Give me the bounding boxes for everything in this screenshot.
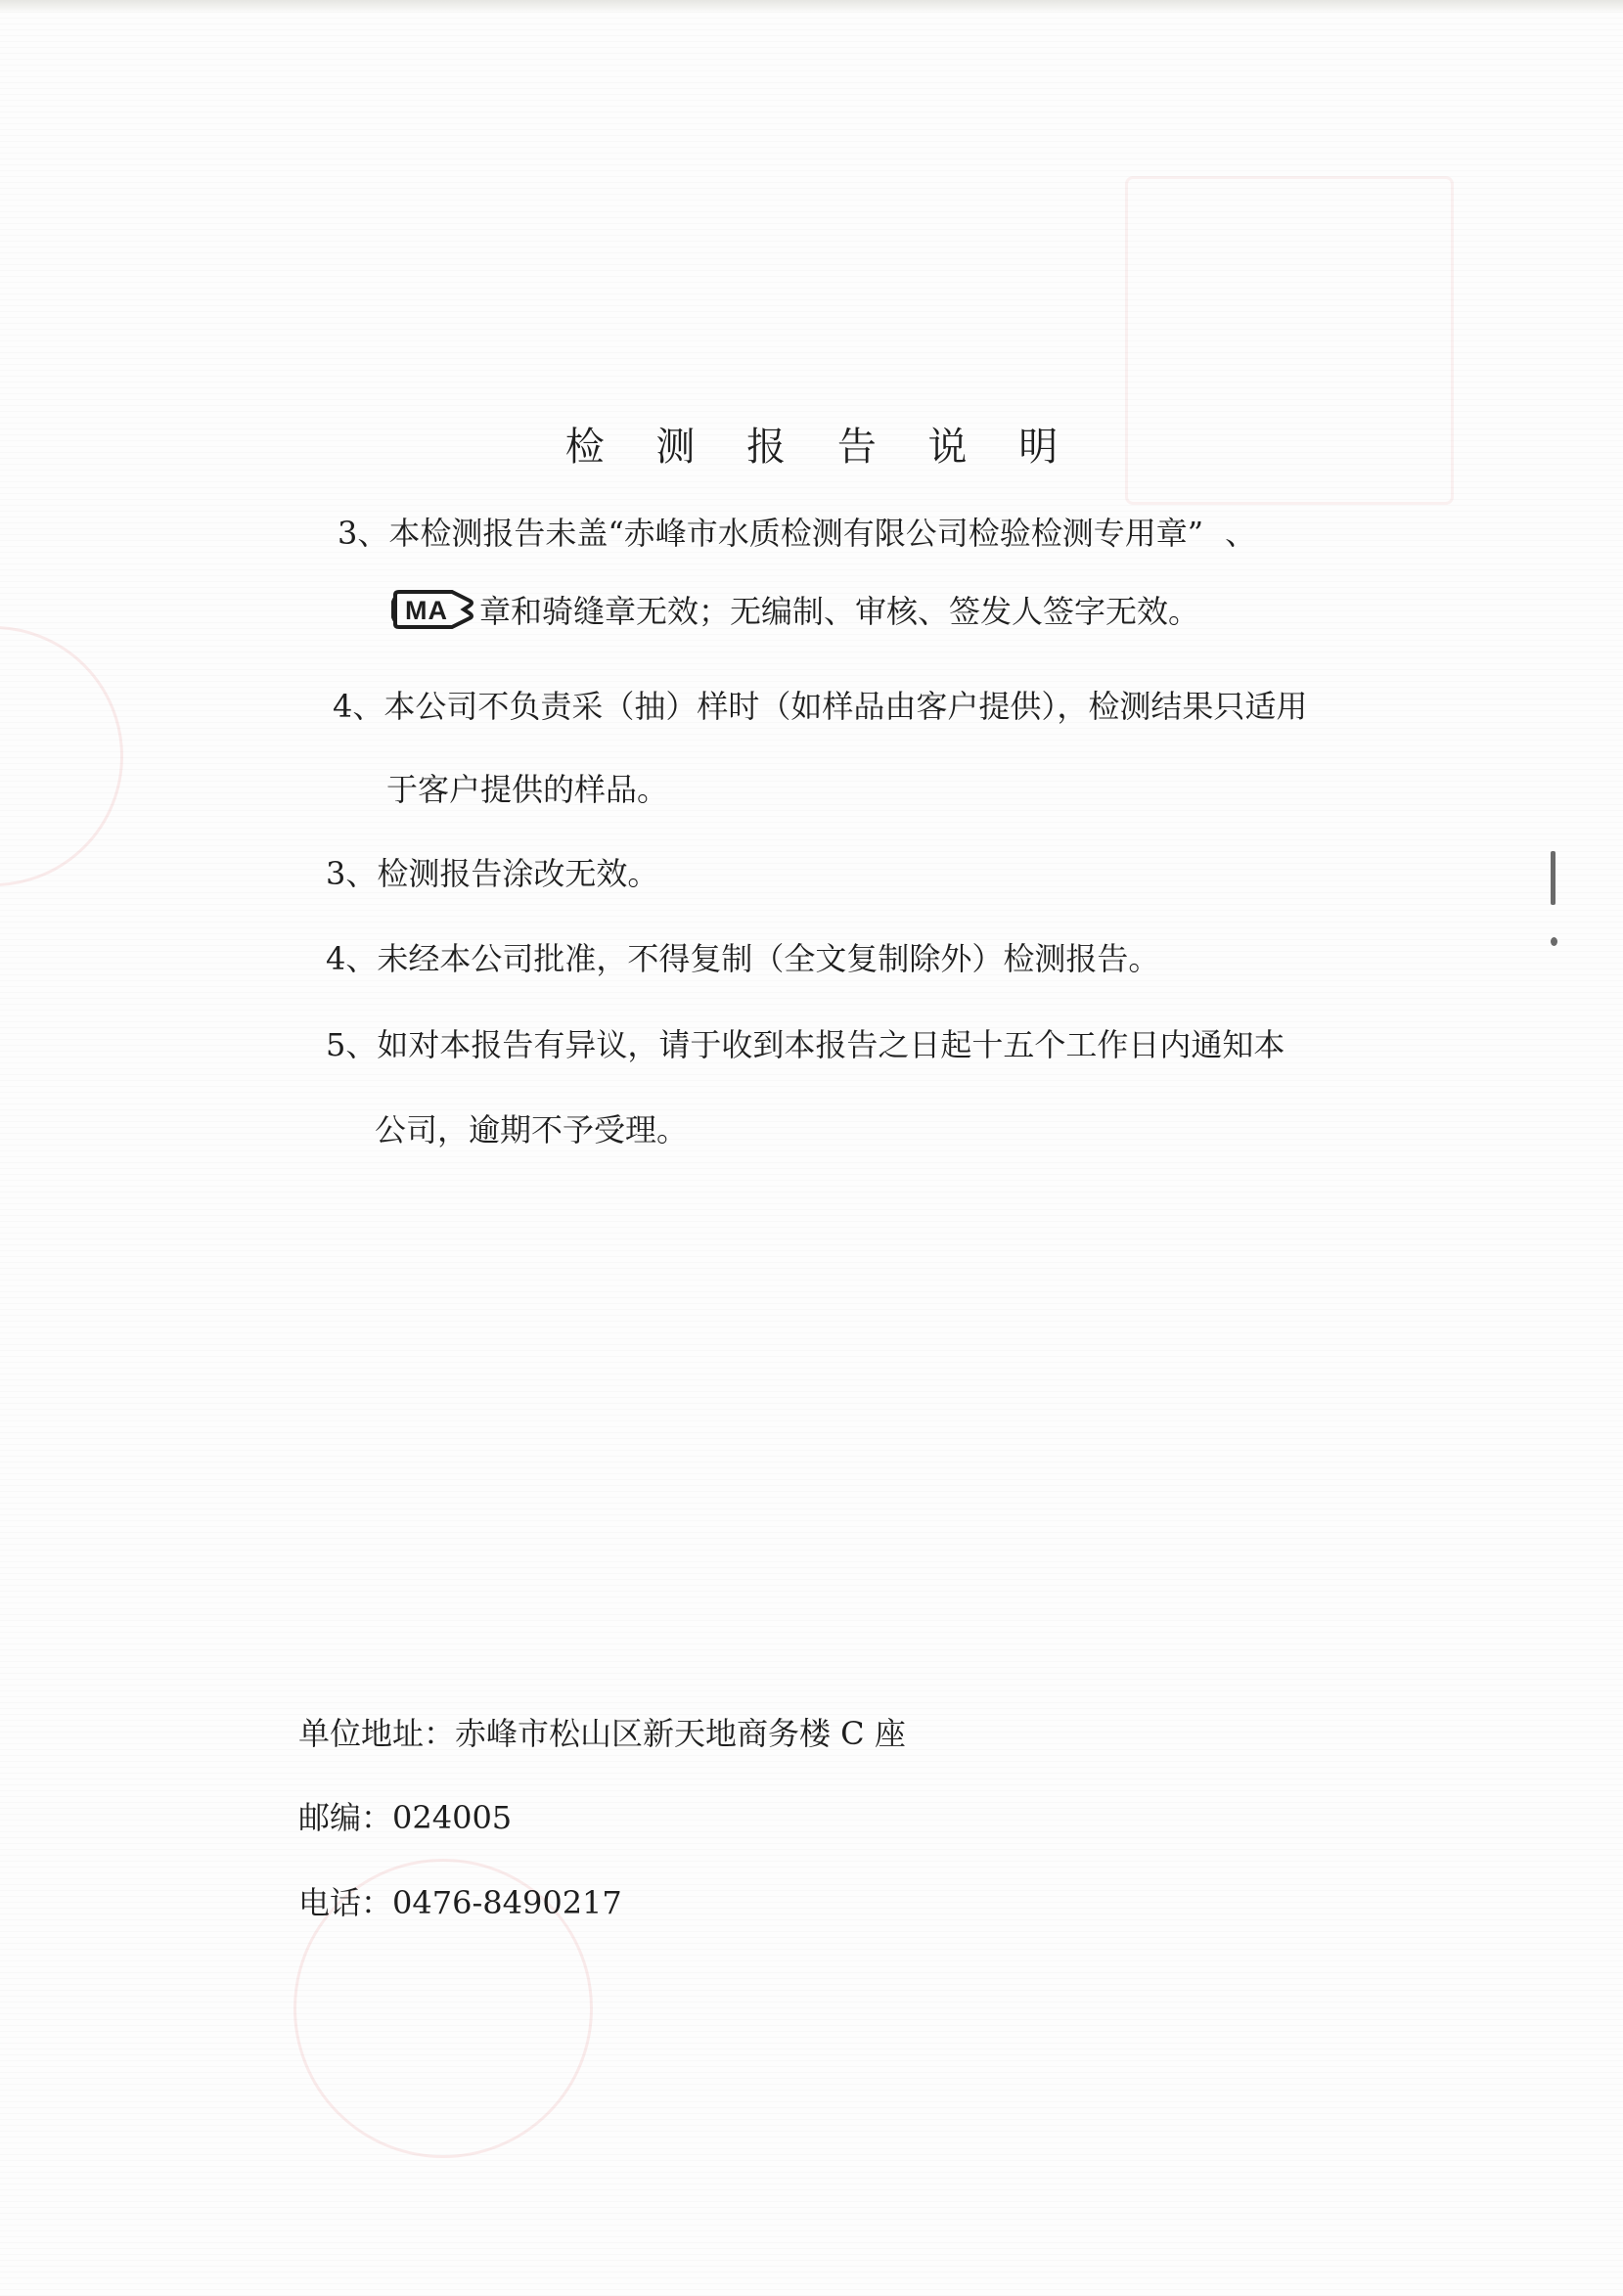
- note-line-4: 于客户提供的样品。: [386, 771, 669, 808]
- note-line-7: 5、如对本报告有异议，请于收到本报告之日起十五个工作日内通知本: [326, 1026, 1285, 1063]
- note-line-3: 4、本公司不负责采（抽）样时（如样品由客户提供），检测结果只适用: [333, 688, 1308, 725]
- note-line-1: [338, 509, 1256, 554]
- note-line-8: 公司，逾期不予受理。: [375, 1111, 689, 1148]
- faint-stamp-ghost: [0, 626, 123, 886]
- cma-mark-icon: [391, 589, 475, 630]
- binding-mark: [1551, 851, 1555, 905]
- note-line-1-tail: 、: [1225, 515, 1257, 552]
- note-line-2: [391, 587, 1199, 632]
- binding-dot: [1551, 937, 1557, 946]
- note-line-2-text: 章和骑缝章无效；无编制、审核、签发人签字无效。: [479, 593, 1200, 630]
- report-notes-title: 检 测 报 告 说 明: [564, 425, 1078, 470]
- scan-edge: [0, 0, 1623, 14]
- company-address: 单位地址：赤峰市松山区新天地商务楼 C 座: [298, 1715, 906, 1752]
- note-line-6: 4、未经本公司批准，不得复制（全文复制除外）检测报告。: [326, 940, 1160, 977]
- company-postcode: 邮编：024005: [298, 1799, 513, 1836]
- note-line-5: 3、检测报告涂改无效。: [326, 855, 659, 892]
- cma-mark-text: MA: [405, 596, 448, 625]
- company-phone: 电话：0476-8490217: [298, 1884, 622, 1921]
- note-line-1-text: 3、本检测报告未盖“赤峰市水质检测有限公司检验检测专用章”: [338, 515, 1204, 552]
